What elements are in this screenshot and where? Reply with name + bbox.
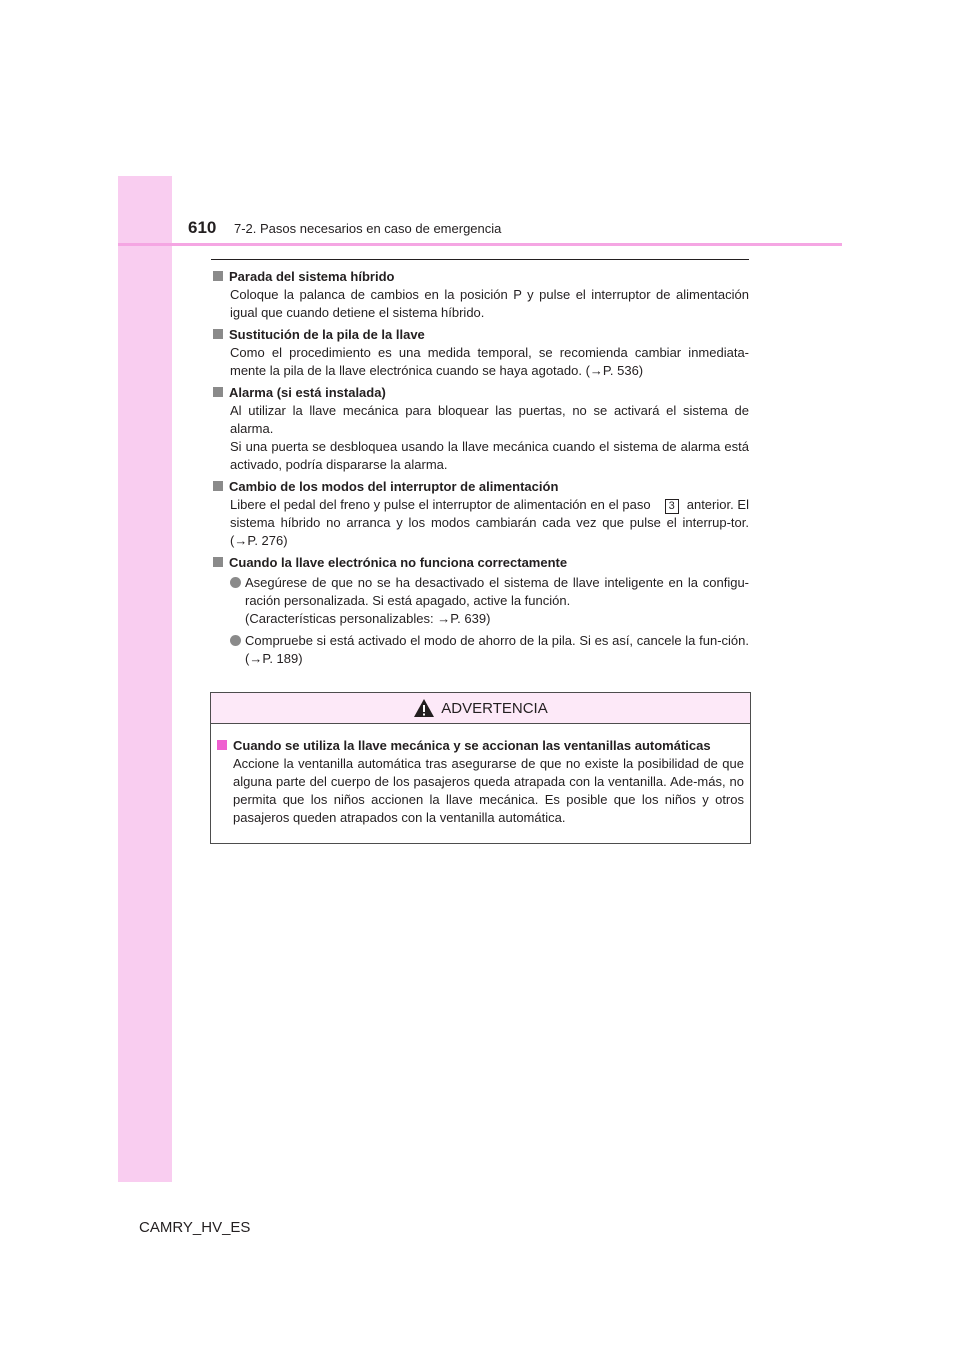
header-divider [118,243,842,246]
warning-title: ADVERTENCIA [441,699,548,717]
section-heading: Cambio de los modos del interruptor de alimentación [229,479,559,494]
warning-triangle-icon [413,698,435,718]
warning-text: Accione la ventanilla automática tras asegurarse de que no existe la posibilidad de que alguna parte del cuerpo de los pasajeros queda atrapada con la ventanilla. Ade-más, no permita que los niños accionen la llave mecánica. Es posible que los niños y otros pasajeros queden atrapados con la ventanilla automática. [233,756,744,825]
section-alarma [211,384,749,474]
main-content [211,268,749,672]
square-bullet-icon [213,557,223,567]
warning-header [211,693,750,724]
page-sidebar-tab [118,176,172,1182]
list-item [211,632,749,668]
section-parada [211,268,749,322]
footer-model-code: CAMRY_HV_ES [139,1219,251,1236]
warning-heading: Cuando se utiliza la llave mecánica y se accionan las ventanillas automáticas [233,738,711,753]
square-bullet-icon [213,481,223,491]
circle-bullet-icon [230,635,241,646]
section-cambio [211,478,749,550]
section-heading: Sustitución de la pila de la llave [229,327,425,342]
bullet-text: (Características personalizables: →P. 639) [245,611,491,626]
body-text: anterior. El sistema híbrido no arranca y los modos cambiarán cada vez que pulse el interrup-tor. (→P. 276) [230,497,749,548]
section-title: 7-2. Pasos necesarios en caso de emergencia [234,221,502,236]
warning-box [210,692,751,844]
section-body: Coloque la palanca de cambios en la posición P y pulse el interruptor de alimentación igual que cuando detiene el sistema híbrido. [230,287,749,320]
section-sustitucion [211,326,749,380]
list-item [211,574,749,628]
section-body [211,496,749,550]
square-bullet-icon [213,271,223,281]
section-heading: Alarma (si está instalada) [229,385,386,400]
body-text: Libere el pedal del freno y pulse el interruptor de alimentación en el paso [230,497,651,512]
section-body: Al utilizar la llave mecánica para bloquear las puertas, no se activará el sistema de alarma. [230,403,749,436]
bullet-text: Asegúrese de que no se ha desactivado el sistema de llave inteligente en la configu-ración personalizada. Si está apagado, active la función. [245,575,749,608]
bullet-text: Compruebe si está activado el modo de ahorro de la pila. Si es así, cancele la fun-ción. (→P. 189) [245,633,749,666]
section-heading: Parada del sistema híbrido [229,269,395,284]
page-number: 610 [188,218,217,237]
section-body: Como el procedimiento es una medida temporal, se recomienda cambiar inmediata-mente la pila de la llave electrónica cuando se haya agotado. (→P. 536) [230,345,749,378]
circle-bullet-icon [230,577,241,588]
section-heading: Cuando la llave electrónica no funciona correctamente [229,555,568,570]
square-bullet-icon [217,740,227,750]
square-bullet-icon [213,387,223,397]
section-body: Si una puerta se desbloquea usando la llave mecánica cuando el sistema de alarma está activado, podría dispararse la alarma. [230,439,749,472]
section-cuando [211,554,749,668]
content-rule [211,259,749,260]
warning-body [211,724,750,827]
square-bullet-icon [213,329,223,339]
step-number-box: 3 [665,499,679,514]
